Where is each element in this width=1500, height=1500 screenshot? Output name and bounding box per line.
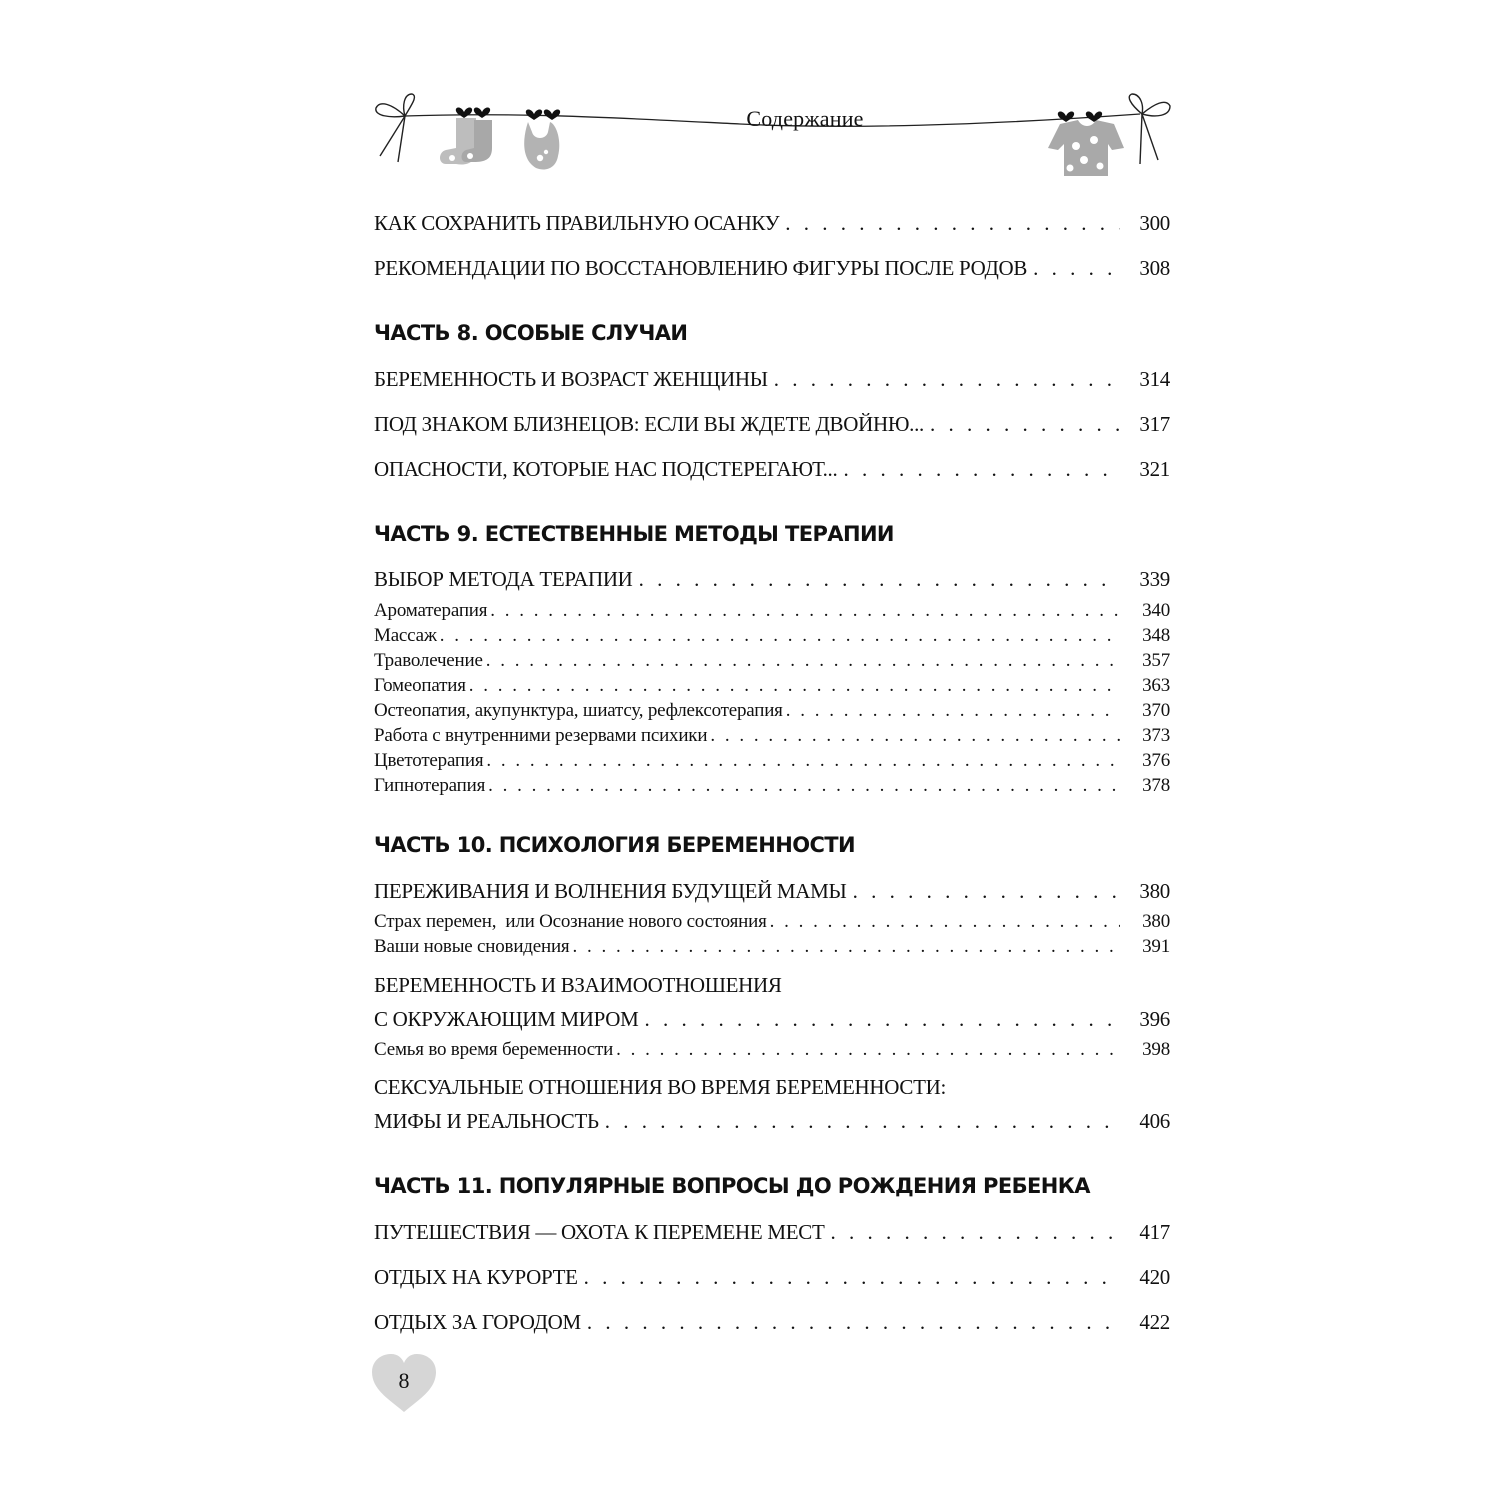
toc-subentry-title: Гомеопатия xyxy=(374,675,466,696)
baby-socks-icon xyxy=(440,108,492,165)
part-heading: ЧАСТЬ 9. ЕСТЕСТВЕННЫЕ МЕТОДЫ ТЕРАПИИ xyxy=(374,522,894,546)
toc-subentry-page: 370 xyxy=(1142,700,1170,721)
page-number-badge xyxy=(370,1352,438,1414)
toc-subentry-title: Ваши новые сновидения xyxy=(374,936,570,957)
dot-leader xyxy=(584,1265,1120,1290)
toc-entry-title: РЕКОМЕНДАЦИИ ПО ВОССТАНОВЛЕНИЮ ФИГУРЫ ПОСЛЕ РОДОВ xyxy=(374,256,1028,280)
baby-bib-icon xyxy=(524,110,560,170)
toc-entry-title: ВЫБОР МЕТОДА ТЕРАПИИ xyxy=(374,567,633,591)
dot-leader xyxy=(785,211,1120,236)
dot-leader xyxy=(853,879,1120,904)
toc-entry-title: ОПАСНОСТИ, КОТОРЫЕ НАС ПОДСТЕРЕГАЮТ... xyxy=(374,457,838,481)
toc-subentry-title: Остеопатия, акупунктура, шиатсу, рефлексотерапия xyxy=(374,700,783,721)
toc-subentry-page: 348 xyxy=(1142,625,1170,646)
toc-entry-title: ПЕРЕЖИВАНИЯ И ВОЛНЕНИЯ БУДУЩЕЙ МАМЫ xyxy=(374,879,847,903)
toc-subentry[interactable] xyxy=(374,650,1170,672)
clothesline-illustration xyxy=(0,0,1500,200)
dot-leader xyxy=(645,1007,1120,1032)
toc-entry-page: 396 xyxy=(1139,1007,1170,1031)
bow-left-icon xyxy=(376,94,415,162)
dot-leader xyxy=(486,750,1120,772)
dot-leader xyxy=(639,567,1120,592)
toc-entry-page: 422 xyxy=(1139,1310,1170,1334)
toc-entry-title: С ОКРУЖАЮЩИМ МИРОМ xyxy=(374,1007,639,1031)
toc-subentry-page: 398 xyxy=(1142,1039,1170,1060)
bow-right-icon xyxy=(1129,94,1170,164)
toc-entry-title: ОТДЫХ ЗА ГОРОДОМ xyxy=(374,1310,581,1334)
dot-leader xyxy=(710,725,1120,747)
page-header xyxy=(0,0,1500,200)
toc-subentry-title: Траволечение xyxy=(374,650,483,671)
toc-entry-page: 321 xyxy=(1139,457,1170,481)
dot-leader xyxy=(469,675,1120,697)
dot-leader xyxy=(605,1109,1120,1134)
toc-subentry-page: 340 xyxy=(1142,600,1170,621)
toc-subentry[interactable] xyxy=(374,725,1170,747)
dot-leader xyxy=(1033,256,1120,281)
toc-subentry[interactable] xyxy=(374,700,1170,722)
part-heading: ЧАСТЬ 11. ПОПУЛЯРНЫЕ ВОПРОСЫ ДО РОЖДЕНИЯ РЕБЕНКА xyxy=(374,1174,1090,1198)
dot-leader xyxy=(831,1220,1120,1245)
toc-entry-title: МИФЫ И РЕАЛЬНОСТЬ xyxy=(374,1109,599,1133)
toc-entry-page: 420 xyxy=(1139,1265,1170,1289)
toc-subentry-title: Страх перемен, или Осознание нового состояния xyxy=(374,911,767,932)
toc-entry[interactable] xyxy=(374,1109,1170,1134)
toc-subentry-title: Цветотерапия xyxy=(374,750,484,771)
toc-subentry[interactable] xyxy=(374,625,1170,647)
toc-subentry[interactable] xyxy=(374,675,1170,697)
part-heading: ЧАСТЬ 10. ПСИХОЛОГИЯ БЕРЕМЕННОСТИ xyxy=(374,833,855,857)
toc-subentry-page: 373 xyxy=(1142,725,1170,746)
running-header-title: Содержание xyxy=(746,106,864,131)
toc-entry-page: 339 xyxy=(1139,567,1170,591)
toc-subentry-page: 363 xyxy=(1142,675,1170,696)
toc-subentry[interactable] xyxy=(374,1039,1170,1061)
toc-subentry-title: Семья во время беременности xyxy=(374,1039,614,1060)
toc-entry-title: ПОД ЗНАКОМ БЛИЗНЕЦОВ: ЕСЛИ ВЫ ЖДЕТЕ ДВОЙНЮ... xyxy=(374,412,924,436)
toc-entry-page: 308 xyxy=(1139,256,1170,280)
toc-entry-first-line: БЕРЕМЕННОСТЬ И ВЗАИМООТНОШЕНИЯ xyxy=(374,973,782,997)
toc-entry-first-line: СЕКСУАЛЬНЫЕ ОТНОШЕНИЯ ВО ВРЕМЯ БЕРЕМЕННОСТИ: xyxy=(374,1075,947,1099)
toc-entry[interactable] xyxy=(374,367,1170,392)
dot-leader xyxy=(843,457,1120,482)
dot-leader xyxy=(486,650,1120,672)
toc-subentry-page: 378 xyxy=(1142,775,1170,796)
dot-leader xyxy=(616,1039,1120,1061)
toc-entry-title: ПУТЕШЕСТВИЯ — ОХОТА К ПЕРЕМЕНЕ МЕСТ xyxy=(374,1220,825,1244)
toc-entry-page: 300 xyxy=(1139,211,1170,235)
toc-subentry-page: 357 xyxy=(1142,650,1170,671)
toc-entry[interactable] xyxy=(374,256,1170,281)
toc-entry-page: 317 xyxy=(1139,412,1170,436)
toc-entry[interactable] xyxy=(374,1007,1170,1032)
toc-subentry-title: Ароматерапия xyxy=(374,600,488,621)
toc-subentry[interactable] xyxy=(374,911,1170,933)
toc-entry[interactable] xyxy=(374,879,1170,904)
toc-entry-page: 380 xyxy=(1139,879,1170,903)
dot-leader xyxy=(774,367,1120,392)
toc-subentry-title: Гипнотерапия xyxy=(374,775,486,796)
toc-entry[interactable] xyxy=(374,412,1170,437)
toc-entry-page: 406 xyxy=(1139,1109,1170,1133)
toc-entry-title: КАК СОХРАНИТЬ ПРАВИЛЬНУЮ ОСАНКУ xyxy=(374,211,780,235)
part-heading: ЧАСТЬ 8. ОСОБЫЕ СЛУЧАИ xyxy=(374,321,688,345)
toc-entry-title: БЕРЕМЕННОСТЬ И ВОЗРАСТ ЖЕНЩИНЫ xyxy=(374,367,768,391)
dot-leader xyxy=(587,1310,1120,1335)
toc-subentry-title: Массаж xyxy=(374,625,437,646)
toc-entry-page: 417 xyxy=(1139,1220,1170,1244)
toc-entry-page: 314 xyxy=(1139,367,1170,391)
baby-shirt-icon xyxy=(1048,112,1124,176)
toc-subentry[interactable] xyxy=(374,936,1170,958)
toc-entry[interactable] xyxy=(374,457,1170,482)
toc-entry[interactable] xyxy=(374,1310,1170,1335)
toc-subentry-page: 380 xyxy=(1142,911,1170,932)
dot-leader xyxy=(488,775,1120,797)
toc-entry-title: ОТДЫХ НА КУРОРТЕ xyxy=(374,1265,578,1289)
dot-leader xyxy=(930,412,1120,437)
dot-leader xyxy=(440,625,1120,647)
toc-subentry[interactable] xyxy=(374,750,1170,772)
toc-subentry[interactable] xyxy=(374,775,1170,797)
toc-entry[interactable] xyxy=(374,1265,1170,1290)
dot-leader xyxy=(786,700,1120,722)
toc-entry[interactable] xyxy=(374,1220,1170,1245)
dot-leader xyxy=(490,600,1120,622)
toc-subentry-page: 376 xyxy=(1142,750,1170,771)
toc-entry[interactable] xyxy=(374,567,1170,592)
toc-subentry-title: Работа с внутренними резервами психики xyxy=(374,725,708,746)
page-number: 8 xyxy=(398,1368,410,1393)
toc-entry[interactable] xyxy=(374,211,1170,236)
toc-subentry[interactable] xyxy=(374,600,1170,622)
toc-subentry-page: 391 xyxy=(1142,936,1170,957)
dot-leader xyxy=(770,911,1120,933)
dot-leader xyxy=(572,936,1120,958)
